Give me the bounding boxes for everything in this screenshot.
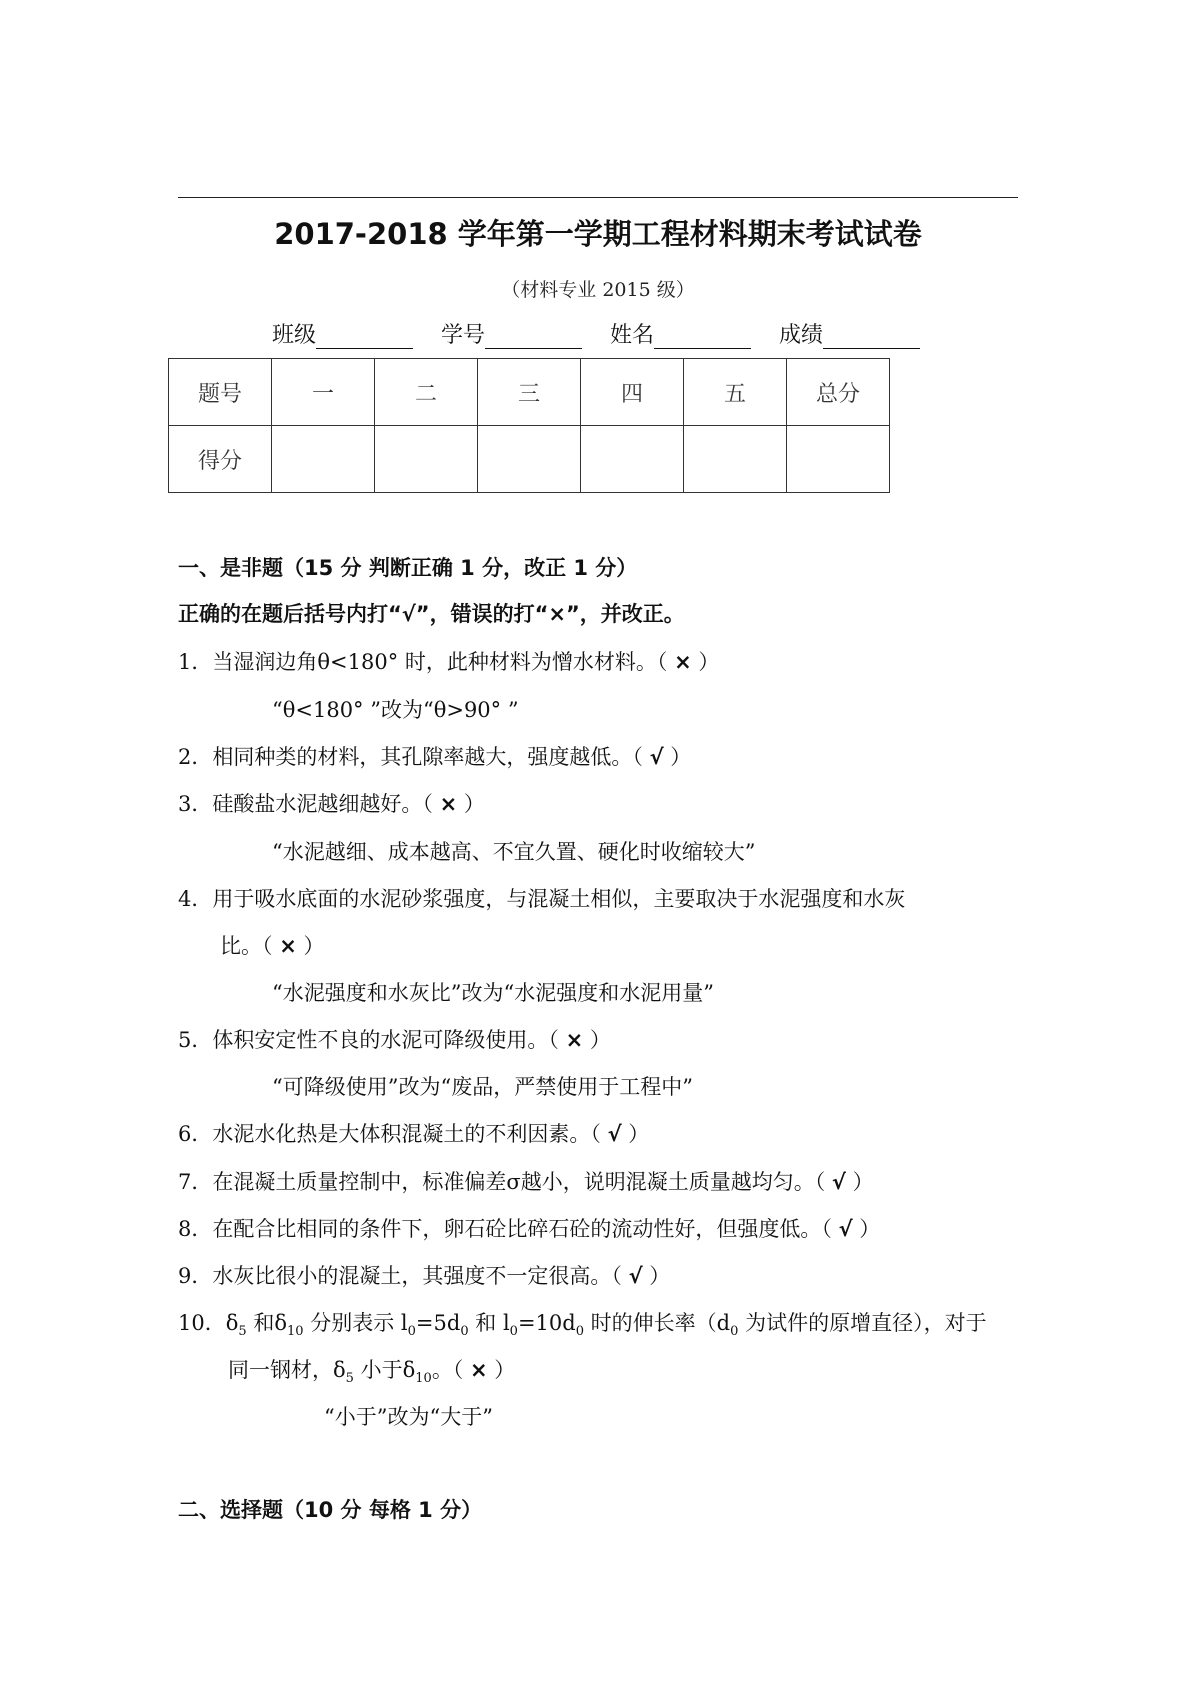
- list-item: 7．在混凝土质量控制中，标准偏差σ越小，说明混凝土质量越均匀。（ √ ）: [178, 1170, 874, 1194]
- answer-mark: √: [607, 1122, 622, 1146]
- score-table: [168, 358, 890, 493]
- score-input-cell[interactable]: [375, 426, 478, 493]
- correction-text: “θ<180° ”改为“θ>90° ”: [272, 698, 519, 722]
- section2-heading: 二、选择题（10 分 每格 1 分）: [178, 1498, 483, 1522]
- answer-mark: ×: [279, 934, 297, 958]
- answer-mark: √: [831, 1170, 846, 1194]
- section1-instruction: 正确的在题后括号内打“√”，错误的打“×”，并改正。: [178, 602, 685, 626]
- list-item: 2．相同种类的材料，其孔隙率越大，强度越低。（ √ ）: [178, 745, 692, 769]
- answer-mark: ×: [470, 1358, 488, 1382]
- score-input-cell[interactable]: [787, 426, 890, 493]
- section1-heading: 一、是非题（15 分 判断正确 1 分，改正 1 分）: [178, 556, 638, 580]
- answer-mark: √: [628, 1264, 643, 1288]
- table-cell: 一: [272, 359, 375, 426]
- list-item: 1．当湿润边角θ<180° 时，此种材料为憎水材料。（ × ）: [178, 650, 720, 674]
- answer-mark: ×: [674, 650, 692, 674]
- list-item: 4．用于吸水底面的水泥砂浆强度，与混凝土相似，主要取决于水泥强度和水灰: [178, 887, 906, 911]
- table-cell: 二: [375, 359, 478, 426]
- list-item: 8．在配合比相同的条件下，卵石砼比碎石砼的流动性好，但强度低。（ √ ）: [178, 1217, 881, 1241]
- correction-text: “水泥越细、成本越高、不宜久置、硬化时收缩较大”: [272, 840, 756, 864]
- answer-mark: √: [649, 745, 664, 769]
- answer-mark: ×: [565, 1028, 584, 1052]
- list-item-continued: 同一钢材，$\delta_5$ 小于$\delta_{10}$。（ × ）: [228, 1358, 516, 1387]
- page-title: 2017-2018 学年第一学期工程材料期末考试试卷: [274, 217, 922, 251]
- score-input-cell[interactable]: [272, 426, 375, 493]
- score-input-cell[interactable]: [581, 426, 684, 493]
- correction-text: “可降级使用”改为“废品，严禁使用于工程中”: [272, 1075, 693, 1099]
- page-subtitle: （材料专业 2015 级）: [501, 279, 695, 301]
- list-item: 5．体积安定性不良的水泥可降级使用。（ × ）: [178, 1028, 611, 1052]
- header-rule: [178, 197, 1018, 198]
- table-cell: 总分: [787, 359, 890, 426]
- table-cell: 五: [684, 359, 787, 426]
- table-cell: 得分: [169, 426, 272, 493]
- list-item: 9．水灰比很小的混凝土，其强度不一定很高。（ √ ）: [178, 1264, 671, 1288]
- answer-mark: ×: [439, 792, 458, 816]
- field-student-id: 学号: [441, 318, 582, 349]
- field-score: 成绩: [779, 318, 920, 349]
- field-name: 姓名: [610, 318, 751, 349]
- list-item: 10．$\delta_5$ 和$\delta_{10}$ 分别表示 $l_0=5d_0$ 和 $l_0=10d_0$ 时的伸长率（$d_0$ 为试件的原增直径），对于: [178, 1311, 987, 1340]
- answer-mark: √: [838, 1217, 853, 1241]
- table-cell: 题号: [169, 359, 272, 426]
- score-input-cell[interactable]: [684, 426, 787, 493]
- score-input-cell[interactable]: [478, 426, 581, 493]
- score-table-header-row: [169, 359, 890, 426]
- list-item: 3．硅酸盐水泥越细越好。（ × ）: [178, 792, 485, 816]
- correction-text: “水泥强度和水灰比”改为“水泥强度和水泥用量”: [272, 981, 714, 1005]
- correction-text: “小于”改为“大于”: [324, 1405, 493, 1429]
- table-cell: 四: [581, 359, 684, 426]
- list-item: 6．水泥水化热是大体积混凝土的不利因素。（ √ ）: [178, 1122, 650, 1146]
- score-table-score-row: [169, 426, 890, 493]
- field-class: 班级: [272, 318, 413, 349]
- list-item-continued: 比。（ × ）: [220, 934, 325, 958]
- table-cell: 三: [478, 359, 581, 426]
